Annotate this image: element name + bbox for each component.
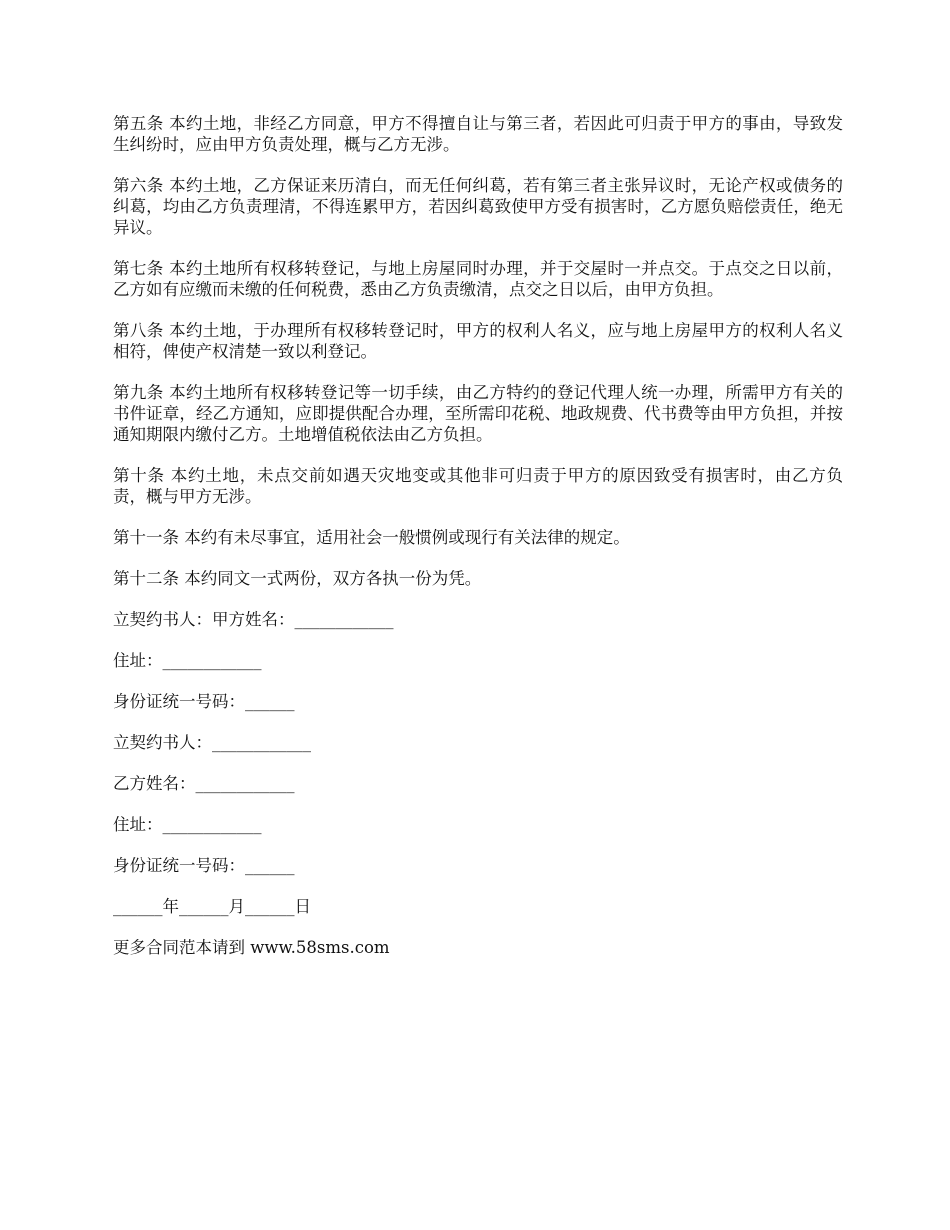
party-b-signer-line: 立契约书人：____________ — [113, 733, 311, 752]
article-9: 第九条 本约土地所有权移转登记等一切手续，由乙方特约的登记代理人统一办理，所需甲方有关的书件证章，经乙方通知，应即提供配合办理，至所需印花税、地政规费、代书费等由甲方负担，并按通知期限内缴付乙方。土地增值税依法由乙方负担。 — [113, 383, 843, 444]
party-b-address-line: 住址：____________ — [113, 815, 262, 834]
party-b-name-line: 乙方姓名：____________ — [113, 774, 295, 793]
article-10: 第十条 本约土地，未点交前如遇天灾地变或其他非可归责于甲方的原因致受有损害时，由乙方负责，概与甲方无涉。 — [113, 466, 843, 506]
more-contracts-link[interactable]: 更多合同范本请到 www.58sms.com — [113, 938, 390, 957]
party-a-signer-line: 立契约书人：甲方姓名：____________ — [113, 610, 394, 629]
article-12: 第十二条 本约同文一式两份，双方各执一份为凭。 — [113, 569, 482, 588]
party-a-address-line: 住址：____________ — [113, 651, 262, 670]
date-line: ______年______月______日 — [113, 897, 311, 916]
article-8: 第八条 本约土地，于办理所有权移转登记时，甲方的权利人名义，应与地上房屋甲方的权利人名义相符，俾使产权清楚一致以利登记。 — [113, 321, 843, 361]
article-6: 第六条 本约土地，乙方保证来历清白，而无任何纠葛，若有第三者主张异议时，无论产权或债务的纠葛，均由乙方负责理清，不得连累甲方，若因纠葛致使甲方受有损害时，乙方愿负赔偿责任，绝无异议。 — [113, 176, 843, 237]
party-b-id-line: 身份证统一号码：______ — [113, 856, 295, 875]
article-7: 第七条 本约土地所有权移转登记，与地上房屋同时办理，并于交屋时一并点交。于点交之日以前，乙方如有应缴而未缴的任何税费，悉由乙方负责缴清，点交之日以后，由甲方负担。 — [113, 259, 843, 299]
article-11: 第十一条 本约有未尽事宜，适用社会一般惯例或现行有关法律的规定。 — [113, 528, 630, 547]
article-5: 第五条 本约土地，非经乙方同意，甲方不得擅自让与第三者，若因此可归责于甲方的事由，导致发生纠纷时，应由甲方负责处理，概与乙方无涉。 — [113, 114, 843, 154]
party-a-id-line: 身份证统一号码：______ — [113, 692, 295, 711]
document-page — [113, 113, 843, 978]
